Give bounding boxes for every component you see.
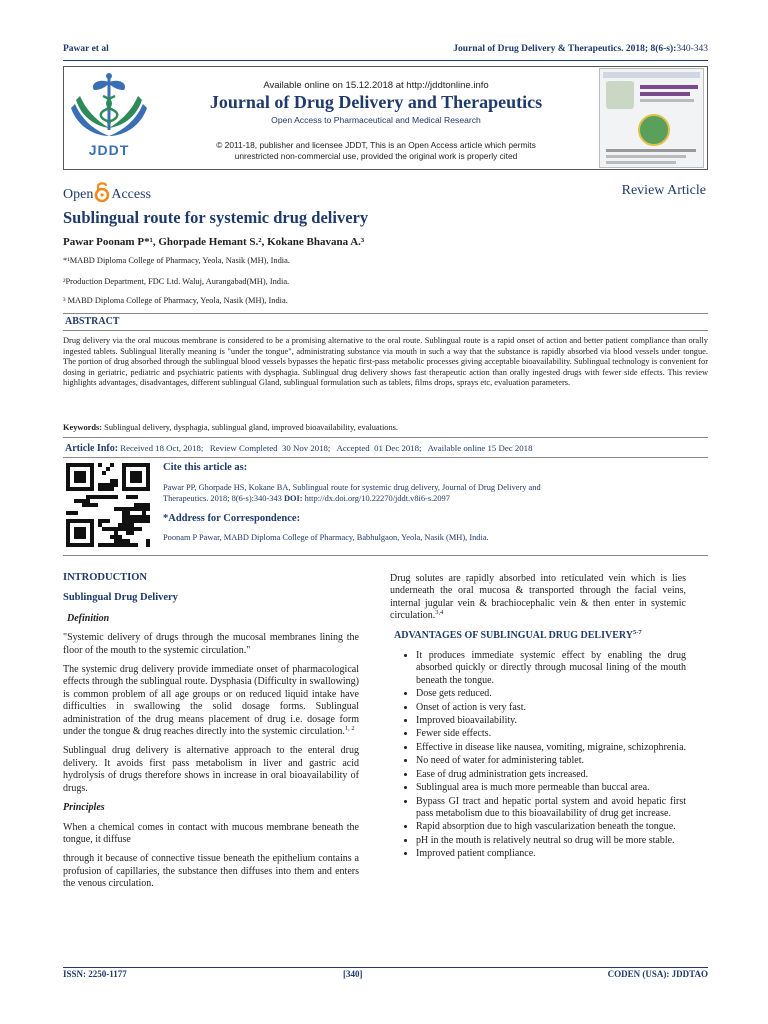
footer-rule [63,967,708,968]
open-lock-icon [94,181,110,203]
sublingual-heading: Sublingual Drug Delivery [63,592,178,604]
doi-link[interactable]: http://dx.doi.org/10.22270/jddt.v8i6-s.2097 [304,493,450,503]
right-column [390,573,686,862]
affiliation-1: *¹MABD Diploma College of Pharmacy, Yeola, Nasik (MH), India. [63,256,290,265]
paragraph-absorption: Drug solutes are rapidly absorbed into reticulated vein which is lies underneath the oral mucosa & transported through the facial veins, internal jugular vein & brachiocephalic vein & then enter in systemic circulation.$^{3,4}$ [390,573,686,622]
abstract-rule-mid [63,330,708,331]
paragraph-principles-2: through it because of connective tissue beneath the epithelium contains a profusion of capillaries, the substance then diffuses into them and enters the venous circulation. [63,853,359,890]
running-head-journal: Journal of Drug Delivery & Therapeutics. 2018; 8(6-s):340-343 [453,44,708,54]
keywords: Keywords: Sublingual delivery, dysphagia, sublingual gland, improved bioavailability, evaluations. [63,423,399,432]
affiliation-2: ²Production Department, FDC Ltd. Waluj, Aurangabad(MH), India. [63,277,290,286]
advantage-item: • Improved patient compliance. [416,848,686,860]
correspondence-heading: *Address for Correspondence: [163,513,301,524]
author-list: Pawar Poonam P*¹, Ghorpade Hemant S.², Kokane Bhavana A.³ [63,236,365,248]
citation-text: Pawar PP, Ghorpade HS, Kokane BA, Sublingual route for systemic drug delivery, Journal of Drug Delivery and Therapeutics. 2018; 8(6-s):340-343 DOI: http://dx.doi.org/10.22270/jddt.v8i6-s.2097 [163,483,541,503]
logo-text: JDDT [88,142,130,158]
definition-paragraph: "Systemic delivery of drugs through the mucosal membranes lining the floor of the mouth to the systemic circulation." [63,632,359,656]
advantage-item: • Bypass GI tract and hepatic portal system and avoid hepatic first pass metabolism due to this bioavailability of drug get increase. [416,796,686,821]
advantage-item: • No need of water for administering tablet. [416,755,686,767]
journal-cover-thumbnail [599,68,704,168]
paragraph-enteral: Sublingual drug delivery is alternative approach to the enteral drug delivery. It avoids first pass metabolism in liver and gastric acid hydrolysis of drugs therefore shows in increase in oral bioavailability of drugs. [63,745,359,794]
introduction-heading: INTRODUCTION [63,572,148,583]
paragraph-systemic: The systemic drug delivery provide immediate onset of pharmacological effects through the sublingual route. Dysphasia (Difficulty in swallowing) is common problem of all age groups or on reduced liquid intake have difficulties in swallowing the solid dosage forms. Sublingual administration of the drug means placement of drug i.e. dosage form under the tongue & drug reaches directly into the systemic circulation.$^{1, 2}$ [63,664,359,738]
advantage-item: • Onset of action is very fast. [416,702,686,714]
abstract-rule-bottom [63,437,708,438]
abstract-rule-top [63,313,708,314]
advantage-item: • Rapid absorption due to high vascularization beneath the tongue. [416,821,686,833]
journal-title: Journal of Drug Delivery and Therapeutics [209,92,543,112]
paragraph-principles-1: When a chemical comes in contact with mucous membrane beneath the tongue, it diffuse [63,821,359,845]
footer-page-number: [340] [343,969,363,979]
footer-coden: CODEN (USA): JDDTAO [607,969,708,979]
article-info-rule [63,457,708,458]
jddt-logo [68,70,150,158]
qr-code [66,463,150,547]
footer-issn: ISSN: 2250-1177 [63,969,127,979]
cite-heading: Cite this article as: [163,462,248,473]
advantages-heading: ADVANTAGES OF SUBLINGUAL DRUG DELIVERY$^{5-7}$ [394,628,642,641]
open-access-label: Open Access [63,181,151,203]
journal-subtitle: Open Access to Pharmaceutical and Medical Research [271,115,481,125]
advantage-item: • Effective in disease like nausea, vomiting, migraine, schizophrenia. [416,742,686,754]
affiliation-3: ³ MABD Diploma College of Pharmacy, Yeola, Nasik (MH), India. [63,296,288,305]
abstract-text: Drug delivery via the oral mucous membrane is considered to be a promising alternative to the oral route. Sublingual route is a rapid onset of action and better patient compliance than orally ingested tablets. Sublingual literally meaning is "under the tongue", administrating substance via mouth in such a way that the substance is rapidly absorbed via blood vessels under tongue. The portion of drug absorbed through the sublingual blood vessels bypasses the hepatic first-pass metabolic processes giving acceptable bioavailability. Sublingual technology is convenient for dosing in geriatric, pediatric and psychiatric patients with dysphagia. Sublingual drug delivery shows fast therapeutic action than orally ingested drugs with fewer side effects. This review highlights advantages, disadvantages, different sublingual Gland, sublingual formulation such as tablets, films drops, sprays etc, evaluation parameters. [63,336,708,388]
front-matter-rule [63,555,708,556]
advantage-item: • Dose gets reduced. [416,688,686,700]
left-column [63,572,359,898]
advantage-item: • It produces immediate systemic effect by enabling the drug absorbed quickly or directly through mucosal lining of the mouth beneath the tongue. [416,650,686,687]
caduceus-icon [68,70,150,140]
advantage-item: • Fewer side effects. [416,728,686,740]
advantage-item: • Sublingual area is much more permeable than buccal area. [416,782,686,794]
article-type: Review Article [621,183,706,198]
article-info: Article Info: Received 18 Oct, 2018; Review Completed 30 Nov 2018; Accepted 01 Dec 2018; Available online 15 Dec 2018 [65,443,533,454]
abstract-heading: ABSTRACT [65,316,120,327]
definition-heading: Definition [67,612,110,624]
available-online: Available online on 15.12.2018 at http://jddtonline.info [263,80,489,91]
running-head-author: Pawar et al [63,44,109,54]
copyright-notice: © 2011-18, publisher and licensee JDDT, This is an Open Access article which permits unrestricted non-commercial use, provided the original work is properly cited [216,140,536,161]
advantage-item: • Ease of drug administration gets increased. [416,769,686,781]
advantages-list [390,650,686,861]
correspondence-text: Poonam P Pawar, MABD Diploma College of Pharmacy, Babhulgaon, Yeola, Nasik (MH), India. [163,533,489,542]
principles-heading: Principles [63,802,105,814]
advantage-item: • Improved bioavailability. [416,715,686,727]
article-title: Sublingual route for systemic drug delivery [63,208,369,227]
running-head-rule [63,60,708,61]
advantage-item: • pH in the mouth is relatively neutral so drug will be more stable. [416,835,686,847]
